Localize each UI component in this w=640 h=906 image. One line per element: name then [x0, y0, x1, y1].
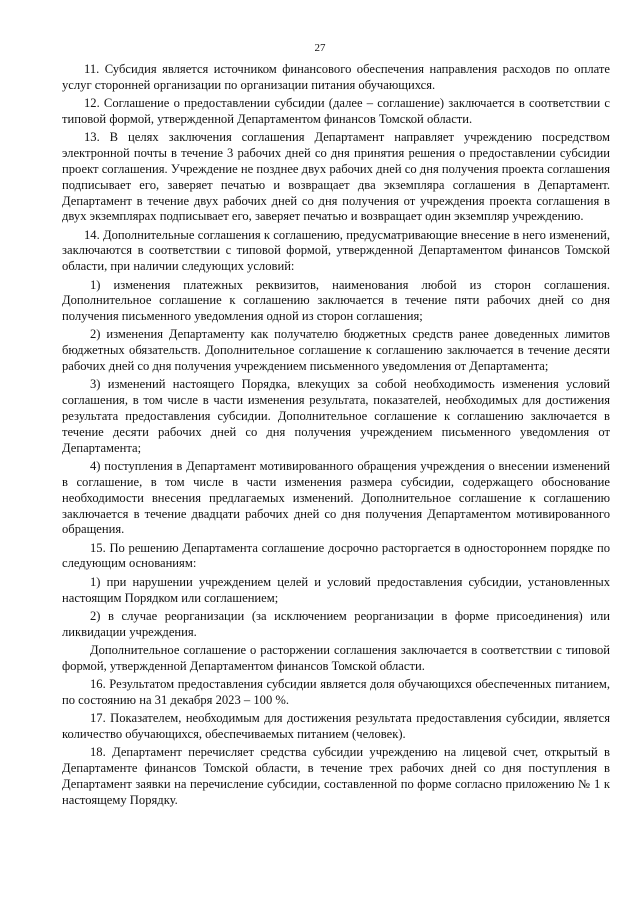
paragraph-12: 12. Соглашение о предоставлении субсидии (далее – соглашение) заключается в соответствии с типовой формой, утвержденной Департаментом финансов Томской области. — [62, 96, 610, 126]
paragraph-15-termination-note: Дополнительное соглашение о расторжении соглашения заключается в соответствии с типовой формой, утвержденной Департаментом финансов Томской области. — [62, 642, 610, 673]
paragraph-18: 18. Департамент перечисляет средства субсидии учреждению на лицевой счет, открытый в Департаменте финансов Томской области, в течение трех рабочих дней со дня поступления в Департамент заявки на перечисление субсидии, составленной по форме согласно приложению № 1 к настоящему Порядку. — [62, 745, 610, 807]
page-number: 27 — [314, 42, 326, 54]
paragraph-16: 16. Результатом предоставления субсидии является доля обучающихся обеспеченных питанием, по состоянию на 31 декабря 2023 – 100 %. — [62, 676, 610, 707]
paragraph-11: 11. Субсидия является источником финансового обеспечения направления расходов по оплате услуг сторонней организации по организации питания обучающихся. — [62, 62, 610, 92]
paragraph-17: 17. Показателем, необходимым для достижения результата предоставления субсидии, является количество обучающихся, обеспечиваемых питанием (человек). — [62, 710, 610, 741]
paragraph-15-item-1: 1) при нарушении учреждением целей и условий предоставления субсидии, установленных настоящим Порядком или соглашением; — [62, 574, 610, 605]
paragraph-14-item-3: 3) изменений настоящего Порядка, влекущих за собой необходимость изменения условий соглашения, в том числе в части изменения результата, показателей, необходимых для достижения результата предоставления субсидии. Дополнительное соглашение к соглашению заключается в течение десяти рабочих дней со дня получения учреждением письменного уведомления от Департамента; — [62, 377, 610, 455]
paragraph-14-item-1: 1) изменения платежных реквизитов, наименования любой из сторон соглашения. Дополнительное соглашение к соглашению заключается в течение пяти рабочих дней со дня получения письменного уведомления одной из сторон соглашения; — [62, 277, 610, 324]
paragraph-15-item-2: 2) в случае реорганизации (за исключением реорганизации в форме присоединения) или ликвидации учреждения. — [62, 608, 610, 639]
paragraph-15: 15. По решению Департамента соглашение досрочно расторгается в одностороннем порядке по следующим основаниям: — [62, 540, 610, 571]
paragraph-13: 13. В целях заключения соглашения Департамент направляет учреждению посредством электронной почты в течение 3 рабочих дней со дня принятия решения о предоставлении субсидии проект соглашения. Учреждение не позднее двух рабочих дней со дня получения проекта соглашения подписывает его, заверяет печатью и возвращает два экземпляра соглашения в Департамент. Департамент в течение двух рабочих дней со дня получения от учреждения проекта соглашения в двух экземплярах подписывает его, заверяет печатью и возвращает один экземпляр учреждению. — [62, 130, 610, 224]
paragraph-14-item-4: 4) поступления в Департамент мотивированного обращения учреждения о внесении изменений в соглашение, в том числе в части изменения размера субсидии, содержащего обоснование необходимости внесения предлагаемых изменений. Дополнительное соглашение к соглашению заключается в течение двадцати рабочих дней со дня получения Департаментом мотивированного обращения. — [62, 458, 610, 537]
document-body — [62, 62, 610, 811]
paragraph-14-item-2: 2) изменения Департаменту как получателю бюджетных средств ранее доведенных лимитов бюджетных обязательств. Дополнительное соглашение к соглашению заключается в течение десяти рабочих дней со дня получения учреждением письменного уведомления от Департамента; — [62, 327, 610, 374]
paragraph-14: 14. Дополнительные соглашения к соглашению, предусматривающие внесение в него изменений, заключаются в соответствии с типовой формой, утвержденной Департаментом финансов Томской области, при наличии следующих условий: — [62, 227, 610, 274]
